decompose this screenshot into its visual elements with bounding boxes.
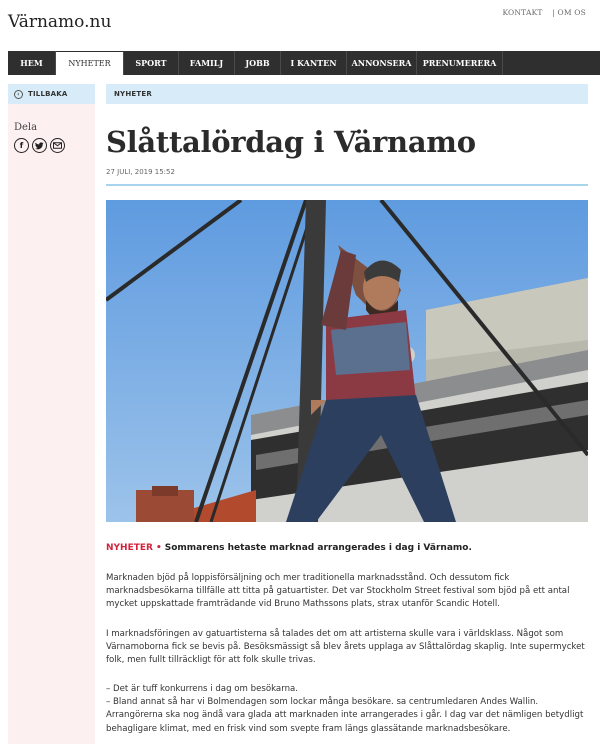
article-date: 27 JULI, 2019 15:52: [106, 168, 175, 176]
article-title: Slåttalördag i Värnamo: [106, 125, 476, 159]
about-link[interactable]: | OM OS: [552, 8, 586, 17]
article-photo: [106, 200, 588, 522]
lead-dot: •: [155, 543, 162, 553]
nav-tab-sport[interactable]: SPORT: [124, 51, 179, 75]
nav-tab-familj[interactable]: FAMILJ: [179, 51, 235, 75]
share-buttons: [14, 138, 95, 153]
twitter-icon[interactable]: [32, 138, 47, 153]
article-paragraph-3: – Det är tuff konkurrens i dag om besökarna. – Bland annat så har vi Bolmendagen som lockar många besökare. sa centrumledaren Andes Wallin. Arrangörerna ska nog ändå vara glada att marknaden inte arrangerades i går. I dag var det nämligen betydligt behagligare klimat, med en frisk vind som svepte fram längs glassätande marknadsbesökare.: [106, 684, 584, 734]
lead-kicker: NYHETER: [106, 543, 153, 553]
nav-tab-i-kanten[interactable]: I KANTEN: [281, 51, 347, 75]
email-icon[interactable]: [50, 138, 65, 153]
article-paragraph-1: Marknaden bjöd på loppisförsäljning och mer traditionella marknadsstånd. Och dessutom fick marknadsbesökarna tillfälle att titta på gatuartister. Det var Stockholm Street festival som bjöd på ett antal mycket uppskattade framträdande vid Bruno Mathssons plats, strax utanför Scandic Hotell.: [106, 573, 570, 610]
facebook-icon[interactable]: f: [14, 138, 29, 153]
nav-tab-annonsera[interactable]: ANNONSERA: [347, 51, 417, 75]
article-paragraph-2: I marknadsföringen av gatuartisterna så talades det om att artisterna skulle vara i världsklass. Något som Värnamoborna fick se bevis på. Besöksmässigt så blev årets upplaga av Slåttalördag skaplig. Inte supermycket folk, men fullt tillräckligt för att folk skulle trivas.: [106, 629, 585, 666]
back-button[interactable]: [8, 84, 95, 104]
share-label: Dela: [14, 122, 38, 133]
site-logo[interactable]: Värnamo.nu: [8, 12, 112, 32]
contact-link[interactable]: KONTAKT: [502, 8, 543, 17]
sidebar: [8, 84, 95, 744]
chevron-left-icon: ‹: [14, 90, 23, 99]
article-lead: [106, 543, 472, 553]
top-links: [502, 8, 588, 17]
nav-tab-hem[interactable]: HEM: [8, 51, 56, 75]
nav-tab-jobb[interactable]: JOBB: [235, 51, 281, 75]
back-label: TILLBAKA: [28, 90, 68, 98]
nav-tab-nyheter[interactable]: NYHETER: [56, 51, 124, 75]
title-divider: [106, 184, 588, 186]
category-bar[interactable]: NYHETER: [106, 84, 588, 104]
main-nav: [8, 51, 600, 75]
lead-text: Sommarens hetaste marknad arrangerades i dag i Värnamo.: [164, 543, 472, 553]
nav-tab-prenumerera[interactable]: PRENUMERERA: [417, 51, 503, 75]
